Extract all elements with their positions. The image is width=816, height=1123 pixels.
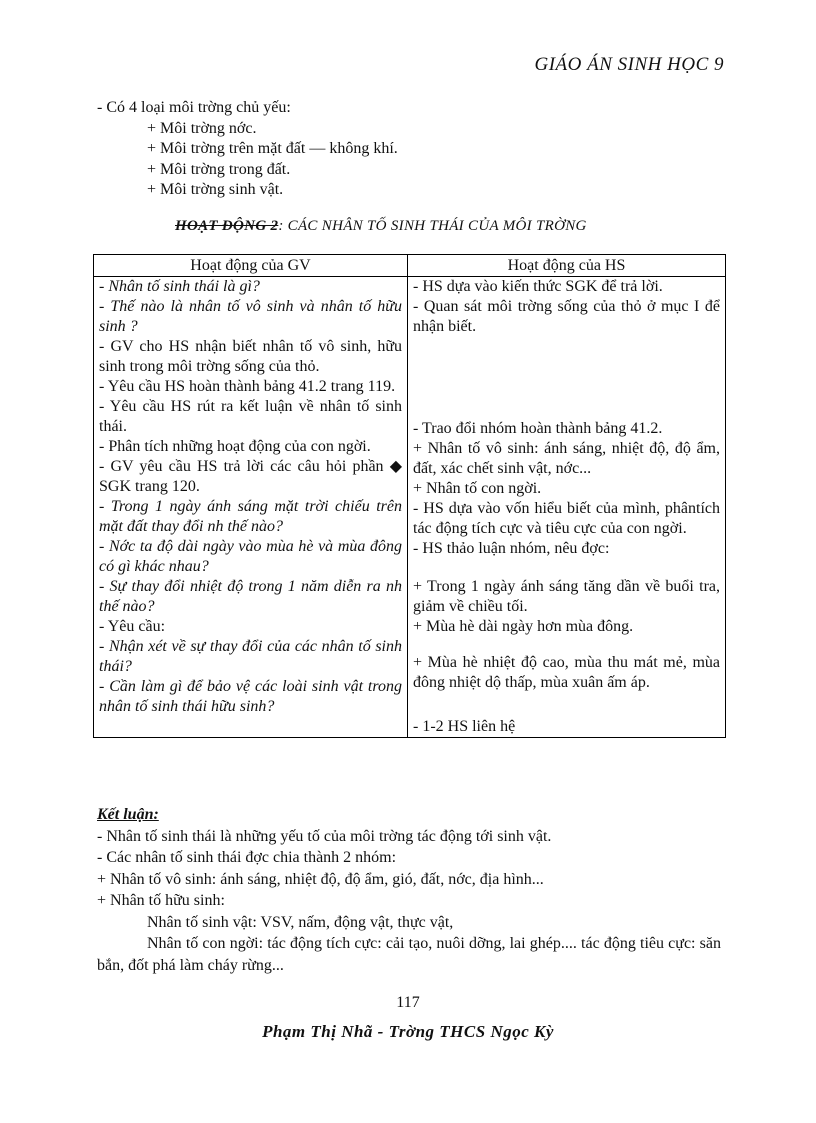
intro-item: + Môi trờng nớc. xyxy=(147,119,257,137)
conclusion-line: Nhân tố con ngời: tác động tích cực: cải tạo, nuôi dỡng, lai ghép.... tác động tiêu cực: săn bắn, đốt phá làm cháy rừng... xyxy=(97,935,721,974)
hs-column xyxy=(408,277,726,738)
section-label: HOẠT ĐỘNG 2 xyxy=(175,218,279,234)
intro-item: + Môi trờng trên mặt đất — không khí. xyxy=(147,140,398,157)
hs-item: + Nhân tố con ngời. xyxy=(413,480,542,497)
gv-item: - Yêu cầu HS hoàn thành bảng 41.2 trang 119. xyxy=(99,378,396,395)
page-number: 117 xyxy=(396,994,420,1011)
hs-item: + Mùa hè nhiệt độ cao, mùa thu mát mẻ, mùa đông nhiệt dộ thấp, mùa xuân ấm áp. xyxy=(413,654,720,691)
section-heading xyxy=(175,218,587,235)
footer-author: Phạm Thị Nhã - Trờng THCS Ngọc Kỳ xyxy=(262,1022,554,1041)
gv-item: - Nhận xét về sự thay đổi của các nhân tố sinh thái? xyxy=(99,638,402,675)
intro-lead: - Có 4 loại môi trờng chủ yếu: xyxy=(97,99,291,116)
hs-item: - Trao đổi nhóm hoàn thành bảng 41.2. xyxy=(413,420,663,437)
gv-item: - Phân tích những hoạt động của con ngời. xyxy=(99,438,371,455)
gv-item: - GV cho HS nhận biết nhân tố vô sinh, hữu sinh trong môi trờng sống của thỏ. xyxy=(99,338,402,375)
activities-table xyxy=(93,254,726,738)
hs-item: + Nhân tố vô sinh: ánh sáng, nhiệt độ, độ ẩm, đất, xác chết sinh vật, nớc... xyxy=(413,440,720,477)
header-title: GIÁO ÁN SINH HỌC 9 xyxy=(534,54,724,75)
table-header-row xyxy=(94,255,726,277)
gv-item: - Nớc ta độ dài ngày vào mùa hè và mùa đông có gì khác nhau? xyxy=(99,538,402,575)
gv-column xyxy=(94,277,408,738)
table-row xyxy=(94,277,726,738)
header-gv: Hoạt động của GV xyxy=(94,255,408,277)
conclusion-line: Nhân tố sinh vật: VSV, nấm, động vật, thực vật, xyxy=(147,913,454,931)
conclusion-title: Kết luận: xyxy=(97,806,159,823)
section-title: : CÁC NHÂN TỐ SINH THÁI CỦA MÔI TRỜNG xyxy=(278,218,587,234)
conclusion-line: + Nhân tố vô sinh: ánh sáng, nhiệt độ, độ ẩm, gió, đất, nớc, địa hình... xyxy=(97,870,544,888)
gv-item: - Sự thay đổi nhiệt độ trong 1 năm diễn ra nh thế nào? xyxy=(99,578,402,615)
intro-block xyxy=(97,98,398,201)
hs-item: - HS dựa vào kiến thức SGK để trả lời. xyxy=(413,278,663,295)
gv-item: - Cần làm gì để bảo vệ các loài sinh vật trong nhân tố sinh thái hữu sinh? xyxy=(99,678,402,715)
conclusion-line: + Nhân tố hữu sinh: xyxy=(97,892,225,909)
hs-item: - HS thảo luận nhóm, nêu đợc: xyxy=(413,540,610,557)
hs-item: - Quan sát môi trờng sống của thỏ ở mục I để nhận biết. xyxy=(413,298,720,335)
hs-item: + Trong 1 ngày ánh sáng tăng dần về buổi tra, giảm về chiều tối. xyxy=(413,578,720,615)
hs-item: + Mùa hè dài ngày hơn mùa đông. xyxy=(413,618,634,635)
hs-item: - 1-2 HS liên hệ xyxy=(413,718,516,735)
gv-item: - Nhân tố sinh thái là gì? xyxy=(99,278,260,295)
gv-item: - Yêu cầu: xyxy=(99,618,166,635)
gv-item: - GV yêu cầu HS trả lời các câu hỏi phần ◆ SGK trang 120. xyxy=(99,458,402,495)
conclusion-block xyxy=(97,804,721,976)
gv-item: - Thế nào là nhân tố vô sinh và nhân tố hữu sinh ? xyxy=(99,298,402,335)
conclusion-line: - Nhân tố sinh thái là những yếu tố của môi trờng tác động tới sinh vật. xyxy=(97,827,552,845)
intro-item: + Môi trờng trong đất. xyxy=(147,160,291,178)
gv-item: - Trong 1 ngày ánh sáng mặt trời chiếu trên mặt đất thay đổi nh thế nào? xyxy=(99,498,402,535)
gv-item: - Yêu cầu HS rút ra kết luận về nhân tố sinh thái. xyxy=(99,398,402,435)
hs-item: - HS dựa vào vốn hiểu biết của mình, phântích tác động tích cực và tiêu cực của con ngời. xyxy=(413,500,720,537)
header-hs: Hoạt động của HS xyxy=(408,255,726,277)
conclusion-line: - Các nhân tố sinh thái đợc chia thành 2 nhóm: xyxy=(97,849,397,866)
intro-item: + Môi trờng sinh vật. xyxy=(147,181,284,198)
